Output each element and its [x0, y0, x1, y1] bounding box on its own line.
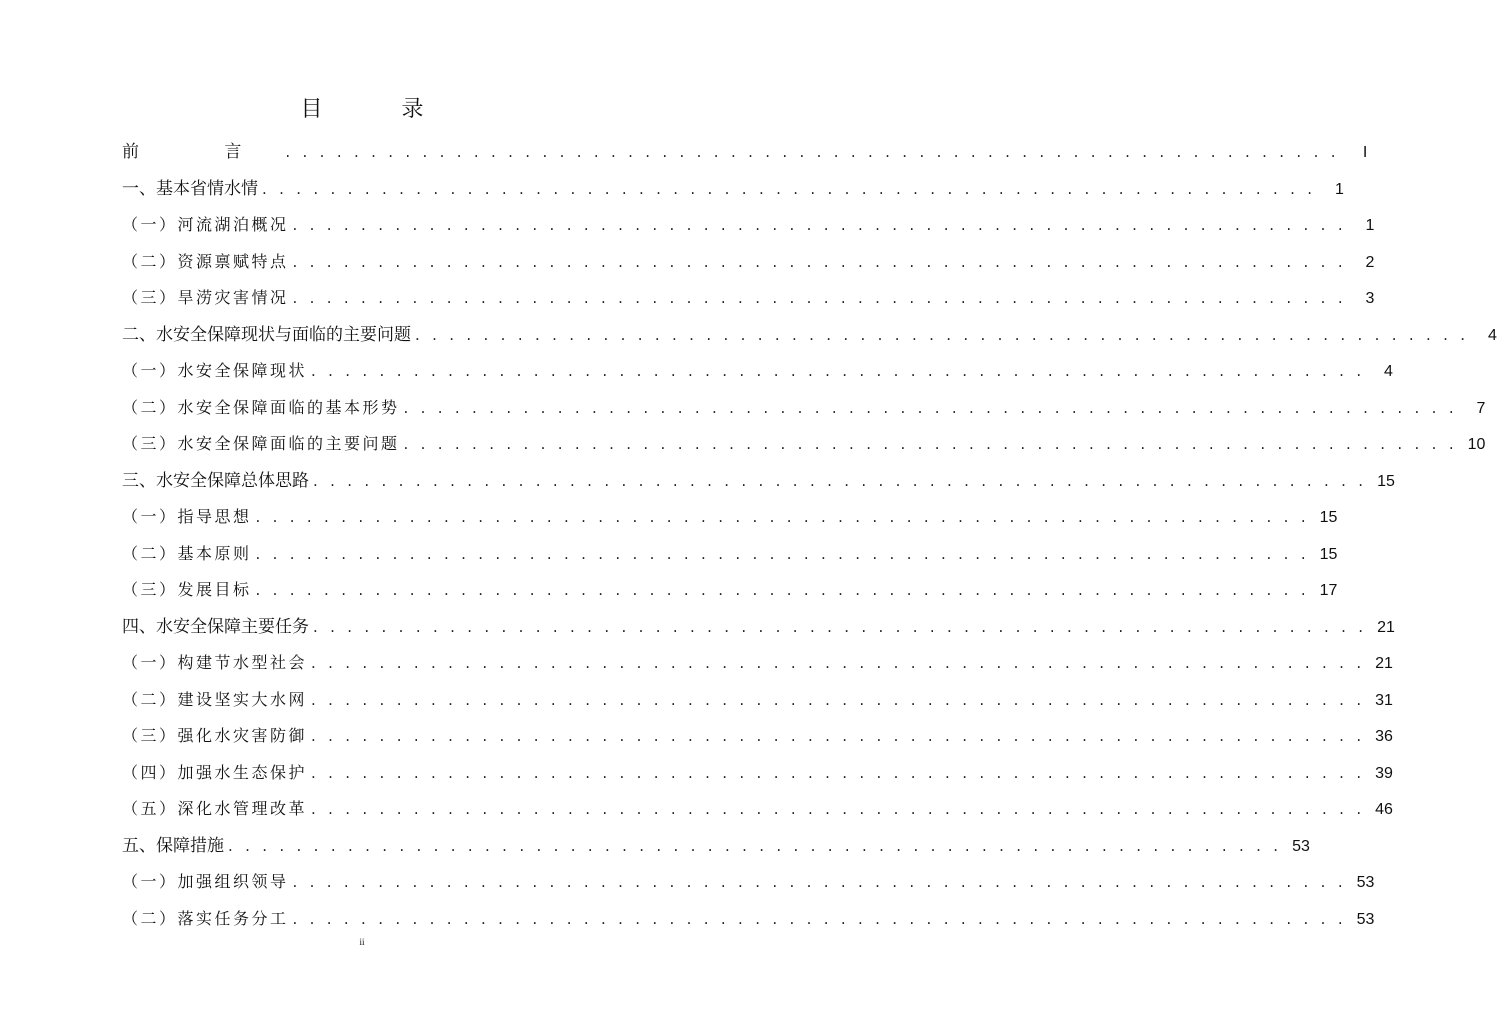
toc-entry-label: （三）旱涝灾害情况 [122, 288, 289, 307]
toc-entry[interactable] [122, 390, 1486, 427]
toc-entry-label: （二）基本原则 [122, 543, 252, 563]
toc-entry-label: 前 言 [122, 142, 282, 162]
toc-leader-dots: . . . . . . . . . . . . . . . . . . . . . . . . . . . . . . . . . . . . . . . . . . . . . . . . . . . . . . . . . . . . . . [311, 362, 1365, 380]
toc-entry-page-number: 53 [1356, 910, 1375, 928]
toc-leader-dots: . . . . . . . . . . . . . . . . . . . . . . . . . . . . . . . . . . . . . . . . . . . . . . . . . . . . . . . . . . . . . . [403, 435, 1458, 453]
toc-leader-dots: . . . . . . . . . . . . . . . . . . . . . . . . . . . . . . . . . . . . . . . . . . . . . . . . . . . . . . . . . . . . . . [292, 909, 1347, 928]
toc-leader-dots: . . . . . . . . . . . . . . . . . . . . . . . . . . . . . . . . . . . . . . . . . . . . . . . . . . . . . . . . . . . . . . [311, 727, 1365, 745]
toc-entry[interactable] [122, 426, 1486, 463]
toc-entry-page-number: 15 [1319, 509, 1338, 526]
toc-entry[interactable] [122, 645, 1393, 682]
toc-entry-page-number: 15 [1319, 545, 1338, 563]
toc-entry[interactable] [122, 244, 1375, 281]
toc-leader-dots: . . . . . . . . . . . . . . . . . . . . . . . . . . . . . . . . . . . . . . . . . . . . . . . . . . . . . . . . . . . . . . [255, 581, 1310, 599]
toc-entry-label: （二）水安全保障面临的基本形势 [122, 397, 400, 417]
footer-page-number: ii [359, 937, 365, 947]
toc-entry-label: （一）水安全保障现状 [122, 361, 308, 380]
toc-entry[interactable] [122, 682, 1393, 719]
toc-entry-page-number: 53 [1292, 837, 1310, 855]
toc-entry[interactable] [122, 901, 1375, 938]
toc-entry-page-number: 4 [1487, 326, 1497, 344]
toc-entry-label: （四）加强水生态保护 [122, 762, 308, 782]
toc-entry[interactable] [122, 572, 1338, 609]
toc-leader-dots: . . . . . . . . . . . . . . . . . . . . . . . . . . . . . . . . . . . . . . . . . . . . . . . . . . . . . . . . . . . . . . [285, 143, 1340, 161]
toc-leader-dots: . . . . . . . . . . . . . . . . . . . . . . . . . . . . . . . . . . . . . . . . . . . . . . . . . . . . . . . . . . . . . . [292, 252, 1347, 271]
toc-entry-page-number: 17 [1319, 582, 1338, 599]
toc-entry-page-number: 39 [1375, 764, 1393, 782]
toc-leader-dots: . . . . . . . . . . . . . . . . . . . . . . . . . . . . . . . . . . . . . . . . . . . . . . . . . . . . . . . . . . . . . . [292, 289, 1347, 307]
toc-entry[interactable] [122, 171, 1344, 208]
toc-entry[interactable] [122, 791, 1393, 828]
toc-leader-dots: . . . . . . . . . . . . . . . . . . . . . . . . . . . . . . . . . . . . . . . . . . . . . . . . . . . . . . . . . . . . . . [255, 508, 1310, 526]
toc-entry-page-number: I [1362, 144, 1368, 161]
toc-leader-dots: . . . . . . . . . . . . . . . . . . . . . . . . . . . . . . . . . . . . . . . . . . . . . . . . . . . . . . . . . . . . . . [311, 654, 1365, 672]
toc-entry[interactable] [122, 609, 1395, 646]
toc-entry-page-number: 4 [1383, 363, 1393, 380]
toc-entry-label: 五、保障措施 [122, 835, 224, 856]
toc-leader-dots: . . . . . . . . . . . . . . . . . . . . . . . . . . . . . . . . . . . . . . . . . . . . . . . . . . . . . . . . . . . . . . [311, 690, 1365, 709]
toc-entry[interactable] [122, 463, 1395, 500]
toc-leader-dots: . . . . . . . . . . . . . . . . . . . . . . . . . . . . . . . . . . . . . . . . . . . . . . . . . . . . . . . . . . . . . . [403, 398, 1458, 417]
toc-entry[interactable] [122, 134, 1368, 171]
toc-entry-page-number: 21 [1377, 618, 1395, 636]
toc-entry-page-number: 36 [1375, 728, 1393, 745]
toc-leader-dots: . . . . . . . . . . . . . . . . . . . . . . . . . . . . . . . . . . . . . . . . . . . . . . . . . . . . . . . . . . . . . . [311, 800, 1365, 818]
toc-entry-label: （五）深化水管理改革 [122, 799, 308, 818]
toc-entry[interactable] [122, 207, 1375, 244]
toc-entry-page-number: 10 [1467, 436, 1486, 453]
toc-entry-page-number: 31 [1375, 691, 1393, 709]
toc-entry-label: （三）强化水灾害防御 [122, 726, 308, 745]
toc-leader-dots: . . . . . . . . . . . . . . . . . . . . . . . . . . . . . . . . . . . . . . . . . . . . . . . . . . . . . . . . . . . . . . [228, 836, 1282, 855]
toc-entry-page-number: 21 [1375, 655, 1393, 672]
toc-entry-page-number: 15 [1377, 472, 1395, 490]
toc-entry-page-number: 46 [1375, 801, 1393, 818]
toc-entry-page-number: 2 [1365, 253, 1375, 271]
toc-list [122, 134, 1497, 937]
toc-leader-dots: . . . . . . . . . . . . . . . . . . . . . . . . . . . . . . . . . . . . . . . . . . . . . . . . . . . . . . . . . . . . . . [292, 216, 1347, 234]
toc-leader-dots: . . . . . . . . . . . . . . . . . . . . . . . . . . . . . . . . . . . . . . . . . . . . . . . . . . . . . . . . . . . . . . [262, 179, 1316, 198]
toc-leader-dots: . . . . . . . . . . . . . . . . . . . . . . . . . . . . . . . . . . . . . . . . . . . . . . . . . . . . . . . . . . . . . . [255, 544, 1310, 563]
toc-entry[interactable] [122, 864, 1375, 901]
toc-leader-dots: . . . . . . . . . . . . . . . . . . . . . . . . . . . . . . . . . . . . . . . . . . . . . . . . . . . . . . . . . . . . . . [292, 873, 1347, 891]
toc-entry-label: （三）水安全保障面临的主要问题 [122, 434, 400, 453]
toc-entry[interactable] [122, 718, 1393, 755]
toc-entry-label: （三）发展目标 [122, 580, 252, 599]
toc-entry[interactable] [122, 317, 1497, 354]
toc-leader-dots: . . . . . . . . . . . . . . . . . . . . . . . . . . . . . . . . . . . . . . . . . . . . . . . . . . . . . . . . . . . . . . [415, 325, 1469, 344]
toc-entry-label: （一）指导思想 [122, 507, 252, 526]
toc-entry-label: 四、水安全保障主要任务 [122, 616, 309, 637]
toc-entry[interactable] [122, 536, 1338, 573]
toc-entry[interactable] [122, 499, 1338, 536]
toc-entry-page-number: 7 [1476, 399, 1486, 417]
toc-entry-page-number: 3 [1365, 290, 1375, 307]
toc-entry-label: （一）构建节水型社会 [122, 653, 308, 672]
toc-entry-label: （一）加强组织领导 [122, 872, 289, 891]
toc-entry-label: （二）落实任务分工 [122, 908, 289, 928]
toc-entry-label: 一、基本省情水情 [122, 178, 258, 199]
toc-entry-label: （二）资源禀赋特点 [122, 251, 289, 271]
toc-entry-page-number: 1 [1365, 217, 1375, 234]
toc-leader-dots: . . . . . . . . . . . . . . . . . . . . . . . . . . . . . . . . . . . . . . . . . . . . . . . . . . . . . . . . . . . . . . [313, 471, 1367, 490]
toc-entry[interactable] [122, 353, 1393, 390]
toc-entry-page-number: 1 [1334, 180, 1344, 198]
toc-entry-label: 三、水安全保障总体思路 [122, 470, 309, 491]
toc-entry-label: 二、水安全保障现状与面临的主要问题 [122, 324, 411, 345]
toc-entry[interactable] [122, 755, 1393, 792]
toc-entry[interactable] [122, 280, 1375, 317]
toc-title: 目 录 [300, 97, 460, 122]
toc-entry[interactable] [122, 828, 1310, 865]
toc-entry-page-number: 53 [1356, 874, 1375, 891]
toc-entry-label: （二）建设坚实大水网 [122, 689, 308, 709]
toc-leader-dots: . . . . . . . . . . . . . . . . . . . . . . . . . . . . . . . . . . . . . . . . . . . . . . . . . . . . . . . . . . . . . . [313, 617, 1367, 636]
toc-entry-label: （一）河流湖泊概况 [122, 215, 289, 234]
toc-leader-dots: . . . . . . . . . . . . . . . . . . . . . . . . . . . . . . . . . . . . . . . . . . . . . . . . . . . . . . . . . . . . . . [311, 763, 1365, 782]
